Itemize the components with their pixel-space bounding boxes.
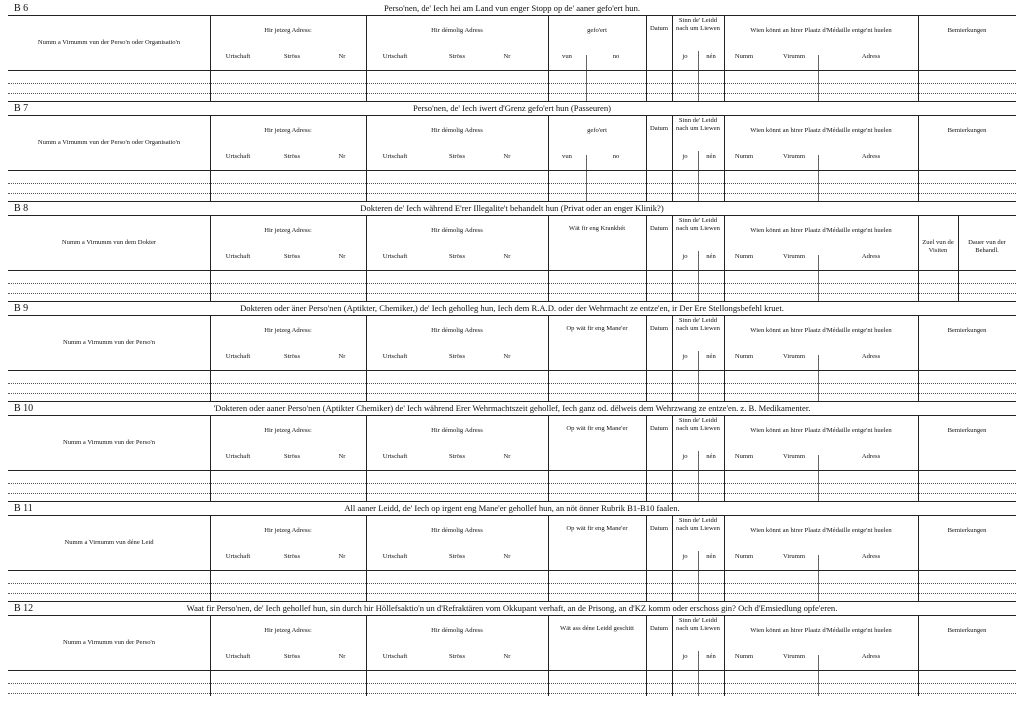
section-b12 — [8, 602, 1016, 696]
medal-header: Wien könnt an hirer Plaatz d'Médaille entge'nt huelen — [750, 27, 892, 34]
medal-firstname-label: Virumm — [783, 553, 805, 560]
alive-header: Sinn de' Leidd nach um Liewen — [676, 217, 720, 232]
section-title: Waat fir Perso'nen, de' Iech gehollef hun, sin durch hir Höllefsaktio'n un d'Refraktären vom Okkupant verhaft, an de Prisong, an d'KZ komm oder erschoss gin? Och d'Emsiedlung opfe'eren. — [186, 603, 838, 613]
section-title-row — [8, 202, 1016, 216]
column-divider — [548, 215, 549, 301]
alive-header: Sinn de' Leidd nach um Liewen — [676, 17, 720, 32]
medal-address-label: Adress — [861, 653, 881, 660]
header-bottom-rule — [8, 470, 1016, 471]
section-b6 — [8, 2, 1016, 102]
section-table — [8, 615, 1016, 696]
former-street-label: Ströss — [448, 253, 466, 260]
medal-header: Wien könnt an hirer Plaatz d'Médaille entge'nt huelen — [750, 527, 892, 534]
current-address-header: Hir jetzeg Adress: — [264, 27, 312, 34]
current-street-label: Ströss — [283, 53, 301, 60]
section-table — [8, 215, 1016, 301]
section-table — [8, 115, 1016, 201]
section-title: Perso'nen, de' Iech hei am Land vun enger Stopp op de' aaner gefo'ert hun. — [383, 3, 641, 13]
section-title-row — [8, 2, 1016, 16]
section-title: Perso'nen, de' Iech iwert d'Grenz gefo'ert hun (Passeuren) — [412, 103, 612, 113]
header-bottom-rule — [8, 370, 1016, 371]
alive-yes-label: jo — [682, 53, 688, 60]
section-b7 — [8, 102, 1016, 202]
former-number-label: Nr — [503, 553, 511, 560]
section-code: B 12 — [14, 603, 34, 614]
alive-yes-label: jo — [682, 353, 688, 360]
medal-firstname-label: Virumm — [783, 153, 805, 160]
entry-line[interactable] — [8, 693, 1016, 694]
medal-name-label: Numm — [734, 253, 754, 260]
former-locality-label: Urtschaft — [382, 653, 408, 660]
column-divider — [586, 55, 587, 101]
alive-yes-label: jo — [682, 653, 688, 660]
visits-header: Zuel vun de Visiten — [922, 239, 954, 254]
date-header: Datum — [650, 25, 668, 32]
column-divider — [818, 355, 819, 401]
medal-firstname-label: Virumm — [783, 53, 805, 60]
section-table — [8, 415, 1016, 501]
section-title: 'Dokteren oder aaner Perso'nen (Aptikter Chemiker) de' Iech während Erer Wehrmachtszeit gehollef, Iech ganz od. dëlweis dem Wehrzwang ze entze'en. z. B. Medikamenter. — [213, 403, 811, 413]
duration-header: Dauer vun der Behandl. — [968, 239, 1006, 254]
section-title: All aaner Leidd, de' Iech op irgent eng Mane'er gehollef hun, an nöt önner Rubrik B1-B10 faalen. — [344, 503, 680, 513]
alive-yes-label: jo — [682, 153, 688, 160]
date-header: Datum — [650, 625, 668, 632]
column-divider — [918, 215, 919, 301]
col3-header: gefo'ert — [587, 27, 607, 34]
name-column-header: Numm a Virnumm vun dem Dokter — [61, 239, 157, 246]
column-divider — [958, 215, 959, 301]
former-address-header: Hir démolig Adress — [431, 627, 483, 634]
name-column-header: Numm a Virnumm vun der Perso'n — [62, 339, 156, 346]
section-title: Dokteren de' Iech während E'rer Illegalite't behandelt hun (Privat oder an enger Klinik?) — [360, 203, 664, 213]
current-number-label: Nr — [338, 553, 346, 560]
former-number-label: Nr — [503, 53, 511, 60]
former-number-label: Nr — [503, 353, 511, 360]
section-b8 — [8, 202, 1016, 302]
current-street-label: Ströss — [283, 453, 301, 460]
col3-header: Op wät fir eng Mane'er — [566, 525, 628, 532]
remarks-header: Bemierkungen — [947, 327, 987, 334]
column-divider — [818, 455, 819, 501]
col3-header: Wät ass déne Leidd geschitt — [560, 625, 634, 632]
entry-line[interactable] — [8, 583, 1016, 584]
col3-to-label: no — [612, 53, 620, 60]
name-column-header: Numm a Virnumm vun der Perso'n — [62, 439, 156, 446]
remarks-header: Bemierkungen — [947, 627, 987, 634]
medal-address-label: Adress — [861, 53, 881, 60]
alive-yes-label: jo — [682, 253, 688, 260]
former-street-label: Ströss — [448, 153, 466, 160]
remarks-header: Bemierkungen — [947, 127, 987, 134]
former-locality-label: Urtschaft — [382, 153, 408, 160]
medal-name-label: Numm — [734, 553, 754, 560]
col3-to-label: no — [612, 153, 620, 160]
section-code: B 7 — [14, 103, 29, 114]
former-locality-label: Urtschaft — [382, 453, 408, 460]
current-number-label: Nr — [338, 453, 346, 460]
header-bottom-rule — [8, 70, 1016, 71]
current-locality-label: Urtschaft — [225, 653, 251, 660]
entry-line[interactable] — [8, 283, 1016, 284]
section-title-row — [8, 102, 1016, 116]
medal-name-label: Numm — [734, 53, 754, 60]
alive-no-label: nén — [706, 353, 716, 360]
former-street-label: Ströss — [448, 653, 466, 660]
column-divider — [818, 255, 819, 301]
alive-header: Sinn de' Leidd nach um Liewen — [676, 617, 720, 632]
medal-name-label: Numm — [734, 653, 754, 660]
current-locality-label: Urtschaft — [225, 353, 251, 360]
current-number-label: Nr — [338, 653, 346, 660]
former-street-label: Ströss — [448, 553, 466, 560]
form-page — [8, 2, 1016, 696]
former-address-header: Hir démolig Adress — [431, 327, 483, 334]
current-number-label: Nr — [338, 253, 346, 260]
medal-header: Wien könnt an hirer Plaatz d'Médaille entge'nt huelen — [750, 127, 892, 134]
name-column-header: Numm a Virnumm vun der Perso'n — [62, 639, 156, 646]
alive-header: Sinn de' Leidd nach um Liewen — [676, 417, 720, 432]
section-code: B 10 — [14, 403, 34, 414]
section-table — [8, 15, 1016, 101]
col3-from-label: vun — [562, 153, 572, 160]
medal-header: Wien könnt an hirer Plaatz d'Médaille entge'nt huelen — [750, 427, 892, 434]
alive-no-label: nén — [706, 153, 716, 160]
medal-address-label: Adress — [861, 553, 881, 560]
current-street-label: Ströss — [283, 353, 301, 360]
former-street-label: Ströss — [448, 453, 466, 460]
medal-firstname-label: Virumm — [783, 353, 805, 360]
section-b9 — [8, 302, 1016, 402]
column-divider — [548, 415, 549, 501]
col3-header: Op wät fir eng Mane'er — [566, 325, 628, 332]
section-table — [8, 315, 1016, 401]
former-address-header: Hir démolig Adress — [431, 527, 483, 534]
column-divider — [548, 515, 549, 601]
header-bottom-rule — [8, 670, 1016, 671]
col3-header: Wät fir eng Krankhét — [568, 225, 626, 232]
current-number-label: Nr — [338, 53, 346, 60]
alive-no-label: nén — [706, 553, 716, 560]
entry-line[interactable] — [8, 483, 1016, 484]
current-locality-label: Urtschaft — [225, 553, 251, 560]
current-address-header: Hir jetzeg Adress: — [264, 327, 312, 334]
remarks-header: Bemierkungen — [947, 527, 987, 534]
entry-line[interactable] — [8, 383, 1016, 384]
column-divider — [818, 655, 819, 696]
current-number-label: Nr — [338, 353, 346, 360]
medal-name-label: Numm — [734, 453, 754, 460]
medal-header: Wien könnt an hirer Plaatz d'Médaille entge'nt huelen — [750, 227, 892, 234]
entry-line[interactable] — [8, 183, 1016, 184]
former-locality-label: Urtschaft — [382, 553, 408, 560]
current-address-header: Hir jetzeg Adress: — [264, 627, 312, 634]
section-code: B 6 — [14, 3, 29, 14]
medal-firstname-label: Virumm — [783, 453, 805, 460]
former-street-label: Ströss — [448, 53, 466, 60]
former-street-label: Ströss — [448, 353, 466, 360]
current-locality-label: Urtschaft — [225, 253, 251, 260]
current-street-label: Ströss — [283, 553, 301, 560]
former-number-label: Nr — [503, 453, 511, 460]
header-bottom-rule — [8, 270, 1016, 271]
alive-yes-label: jo — [682, 553, 688, 560]
date-header: Datum — [650, 225, 668, 232]
section-title: Dokteren oder äner Perso'nen (Aptikter, Chemiker,) de' Iech geholleg hun, Iech dem R.A.D. oder der Wehrmacht ze entze'en, ir Der Ere Stellongsbefehl kruet. — [240, 303, 784, 313]
remarks-header: Bemierkungen — [947, 27, 987, 34]
former-locality-label: Urtschaft — [382, 53, 408, 60]
medal-name-label: Numm — [734, 353, 754, 360]
former-address-header: Hir démolig Adress — [431, 227, 483, 234]
former-number-label: Nr — [503, 653, 511, 660]
column-divider — [818, 155, 819, 201]
section-title-row — [8, 302, 1016, 316]
current-number-label: Nr — [338, 153, 346, 160]
section-title-row — [8, 402, 1016, 416]
medal-address-label: Adress — [861, 253, 881, 260]
column-divider — [818, 55, 819, 101]
entry-line[interactable] — [8, 193, 1016, 194]
name-column-header: Numm a Virnumm vun der Perso'n oder Organisatio'n — [37, 139, 181, 146]
section-title-row — [8, 602, 1016, 616]
alive-no-label: nén — [706, 53, 716, 60]
former-number-label: Nr — [503, 253, 511, 260]
header-bottom-rule — [8, 570, 1016, 571]
date-header: Datum — [650, 525, 668, 532]
current-street-label: Ströss — [283, 153, 301, 160]
current-locality-label: Urtschaft — [225, 153, 251, 160]
col3-header: gefo'ert — [587, 127, 607, 134]
entry-line[interactable] — [8, 93, 1016, 94]
medal-address-label: Adress — [861, 353, 881, 360]
former-address-header: Hir démolig Adress — [431, 27, 483, 34]
section-code: B 8 — [14, 203, 29, 214]
former-locality-label: Urtschaft — [382, 253, 408, 260]
medal-address-label: Adress — [861, 153, 881, 160]
medal-firstname-label: Virumm — [783, 253, 805, 260]
column-divider — [548, 315, 549, 401]
section-code: B 11 — [14, 503, 33, 514]
current-address-header: Hir jetzeg Adress: — [264, 127, 312, 134]
header-bottom-rule — [8, 170, 1016, 171]
entry-line[interactable] — [8, 393, 1016, 394]
former-number-label: Nr — [503, 153, 511, 160]
section-b11 — [8, 502, 1016, 602]
alive-no-label: nén — [706, 453, 716, 460]
alive-no-label: nén — [706, 653, 716, 660]
alive-yes-label: jo — [682, 453, 688, 460]
former-locality-label: Urtschaft — [382, 353, 408, 360]
medal-header: Wien könnt an hirer Plaatz d'Médaille entge'nt huelen — [750, 327, 892, 334]
alive-no-label: nén — [706, 253, 716, 260]
current-address-header: Hir jetzeg Adress: — [264, 227, 312, 234]
name-column-header: Numm a Virnumm vun déne Leid — [64, 539, 154, 546]
entry-line[interactable] — [8, 593, 1016, 594]
current-locality-label: Urtschaft — [225, 453, 251, 460]
former-address-header: Hir démolig Adress — [431, 127, 483, 134]
current-street-label: Ströss — [283, 253, 301, 260]
medal-firstname-label: Virumm — [783, 653, 805, 660]
medal-header: Wien könnt an hirer Plaatz d'Médaille entge'nt huelen — [750, 627, 892, 634]
entry-line[interactable] — [8, 83, 1016, 84]
former-address-header: Hir démolig Adress — [431, 427, 483, 434]
medal-address-label: Adress — [861, 453, 881, 460]
alive-header: Sinn de' Leidd nach um Liewen — [676, 517, 720, 532]
section-b10 — [8, 402, 1016, 502]
section-title-row — [8, 502, 1016, 516]
col3-from-label: vun — [562, 53, 572, 60]
current-address-header: Hir jetzeg Adress: — [264, 527, 312, 534]
entry-line[interactable] — [8, 493, 1016, 494]
entry-line[interactable] — [8, 683, 1016, 684]
name-column-header: Numm a Virnumm vun der Perso'n oder Organisatio'n — [37, 39, 181, 46]
current-street-label: Ströss — [283, 653, 301, 660]
section-table — [8, 515, 1016, 601]
current-address-header: Hir jetzeg Adress: — [264, 427, 312, 434]
date-header: Datum — [650, 125, 668, 132]
medal-name-label: Numm — [734, 153, 754, 160]
alive-header: Sinn de' Leidd nach um Liewen — [676, 317, 720, 332]
column-divider — [818, 555, 819, 601]
entry-line[interactable] — [8, 293, 1016, 294]
current-locality-label: Urtschaft — [225, 53, 251, 60]
alive-header: Sinn de' Leidd nach um Liewen — [676, 117, 720, 132]
column-divider — [586, 155, 587, 201]
date-header: Datum — [650, 425, 668, 432]
section-code: B 9 — [14, 303, 29, 314]
remarks-header: Bemierkungen — [947, 427, 987, 434]
col3-header: Op wät fir eng Mane'er — [566, 425, 628, 432]
date-header: Datum — [650, 325, 668, 332]
